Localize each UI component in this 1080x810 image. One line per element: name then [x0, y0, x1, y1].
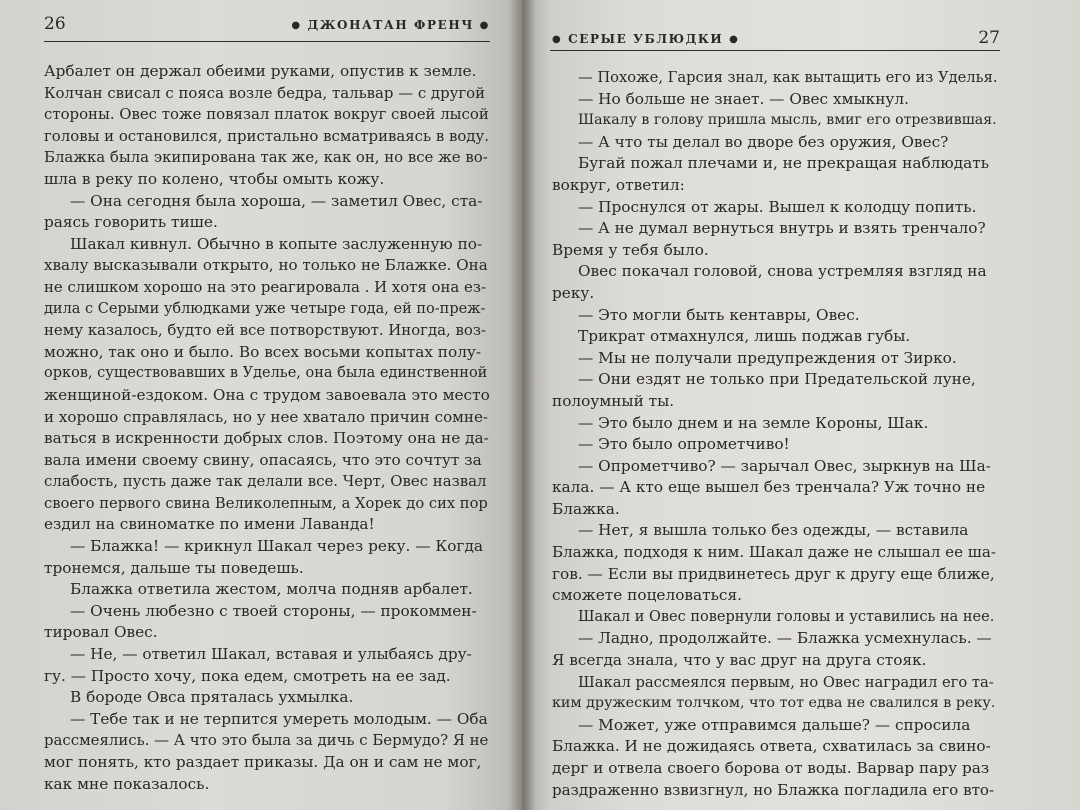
- text-line: — Но больше не знает. — Овес хмыкнул.: [578, 89, 910, 108]
- text-line: ким дружеским толчком, что тот едва не свалился в реку.: [552, 695, 996, 712]
- text-line: Блажка была экипирована так же, как он, но все же во-: [44, 148, 488, 167]
- text-line: — Нет, я вышла только без одежды, — вставила: [578, 521, 969, 540]
- text-line: — Похоже, Гарсия знал, как вытащить его из Уделья.: [578, 69, 998, 86]
- text-line: В бороде Овса пряталась ухмылка.: [70, 688, 354, 707]
- bullet-icon: ●: [729, 34, 740, 45]
- text-line: — А что ты делал во дворе без оружия, Овес?: [578, 132, 949, 151]
- text-line: вокруг, ответил:: [552, 175, 685, 194]
- left-header-rule: [44, 41, 490, 42]
- text-line: — Может, уже отправимся дальше? — спросила: [578, 715, 971, 734]
- text-line: Овес покачал головой, снова устремляя взгляд на: [578, 262, 987, 281]
- text-line: Бугай пожал плечами и, не прекращая наблюдать: [578, 154, 990, 173]
- right-page-number: 27: [978, 28, 1000, 48]
- text-line: — Блажка! — крикнул Шакал через реку. — Когда: [70, 537, 483, 556]
- text-line: не слишком хорошо на это реагировала . И хотя она ез-: [44, 277, 486, 296]
- text-line: своего первого свина Великолепным, а Хорек до сих пор: [44, 494, 488, 512]
- left-page-header: [44, 14, 490, 40]
- text-line: тронемся, дальше ты поведешь.: [44, 558, 304, 577]
- text-line: рассмеялись. — А что это была за дичь с Бермудо? Я не: [44, 731, 489, 750]
- text-line: кала. — А кто еще вышел без тренчала? Уж точно не: [552, 478, 986, 497]
- text-line: Шакал кивнул. Обычно в копыте заслуженную по-: [70, 234, 483, 253]
- text-line: раздраженно взвизгнул, но Блажка погладила его вто-: [552, 780, 995, 799]
- text-line: головы и остановился, пристально всматриваясь в воду.: [44, 126, 489, 145]
- bullet-icon: ●: [291, 20, 302, 31]
- text-line: — Это могли быть кентавры, Овес.: [578, 305, 860, 324]
- text-line: — Мы не получали предупреждения от Зирко.: [578, 348, 957, 367]
- text-line: тировал Овес.: [44, 623, 158, 642]
- text-line: — Опрометчиво? — зарычал Овес, зыркнув на Ша-: [578, 456, 991, 475]
- text-line: — Тебе так и не терпится умереть молодым. — Оба: [70, 709, 488, 728]
- text-line: гов. — Если вы придвинетесь друг к другу еще ближе,: [552, 564, 995, 583]
- text-line: хвалу высказывали открыто, но только не Блажке. Она: [44, 256, 488, 275]
- bullet-icon: ●: [479, 20, 490, 31]
- right-running-head: [552, 32, 739, 46]
- text-line: Шакал рассмеялся первым, но Овес наградил его та-: [578, 673, 994, 691]
- text-line: сможете поцеловаться.: [552, 586, 743, 605]
- text-line: дила с Серыми ублюдками уже четыре года, ей по-преж-: [44, 300, 486, 317]
- text-line: — Она сегодня была хороша, — заметил Овес, ста-: [70, 191, 483, 210]
- text-line: Шакалу в голову пришла мысль, вмиг его отрезвившая.: [578, 112, 997, 129]
- left-body-text: [44, 61, 490, 795]
- text-line: нему казалось, будто ей все потворствуют. Иногда, воз-: [44, 321, 486, 340]
- right-body-text: [552, 67, 998, 801]
- book-gutter: [508, 0, 536, 810]
- text-line: — Это было опрометчиво!: [578, 435, 790, 454]
- text-line: шла в реку по колено, чтобы омыть кожу.: [44, 169, 385, 188]
- text-line: — Это было днем и на земле Короны, Шак.: [578, 413, 929, 432]
- text-line: Я всегда знала, что у вас друг на друга стояк.: [552, 651, 927, 670]
- text-line: стороны. Овес тоже повязал платок вокруг своей лысой: [44, 105, 489, 124]
- left-running-head: [291, 18, 490, 32]
- text-line: — А не думал вернуться внутрь и взять тренчало?: [578, 219, 986, 238]
- text-line: реку.: [552, 283, 595, 302]
- text-line: — Они ездят не только при Предательской луне,: [578, 370, 976, 389]
- text-line: — Очень любезно с твоей стороны, — прокоммен-: [70, 601, 477, 620]
- text-line: гу. — Просто хочу, пока едем, смотреть на ее зад.: [44, 666, 451, 685]
- text-line: полоумный ты.: [552, 391, 675, 410]
- text-line: орков, существовавших в Уделье, она была единственной: [44, 365, 488, 382]
- text-line: ваться в искренности добрых слов. Поэтому она не да-: [44, 429, 489, 448]
- text-line: — Не, — ответил Шакал, вставая и улыбаясь дру-: [70, 645, 472, 664]
- text-line: Блажка. И не дожидаясь ответа, схватилась за свино-: [552, 737, 991, 756]
- right-running-head-text: СЕРЫЕ УБЛЮДКИ: [568, 32, 724, 46]
- text-line: мог понять, кто раздает приказы. Да он и сам не мог,: [44, 753, 482, 771]
- bullet-icon: ●: [552, 34, 563, 45]
- text-line: Время у тебя было.: [552, 240, 709, 259]
- left-page-number: 26: [44, 14, 66, 34]
- text-line: раясь говорить тише.: [44, 213, 218, 232]
- left-page: [0, 0, 522, 810]
- text-line: Шакал и Овес повернули головы и уставились на нее.: [578, 608, 995, 625]
- text-line: как мне показалось.: [44, 774, 210, 793]
- text-line: ездил на свиноматке по имени Лаванда!: [44, 515, 375, 534]
- left-running-head-text: ДЖОНАТАН ФРЕНЧ: [307, 18, 474, 32]
- text-line: Блажка.: [552, 499, 620, 518]
- text-line: дерг и отвела своего борова от воды. Варвар пару раз: [552, 759, 990, 777]
- text-line: можно, так оно и было. Во всех восьми копытах полу-: [44, 342, 482, 361]
- text-line: Блажка ответила жестом, молча подняв арбалет.: [70, 580, 473, 599]
- text-line: вала имени своему свину, опасаясь, что это сочтут за: [44, 450, 482, 469]
- text-line: Колчан свисал с пояса возле бедра, тальвар — с другой: [44, 83, 486, 102]
- text-line: и хорошо справлялась, но у нее хватало причин сомне-: [44, 407, 488, 426]
- text-line: женщиной-ездоком. Она с трудом завоевала это место: [44, 385, 490, 404]
- right-header-rule: [550, 50, 1000, 51]
- text-line: Арбалет он держал обеими руками, опустив к земле.: [44, 62, 477, 80]
- text-line: слабость, пусть даже так делали все. Черт, Овес назвал: [44, 472, 487, 491]
- text-line: — Проснулся от жары. Вышел к колодцу попить.: [578, 197, 977, 216]
- text-line: — Ладно, продолжайте. — Блажка усмехнулась. —: [578, 629, 992, 648]
- text-line: Трикрат отмахнулся, лишь поджав губы.: [578, 327, 911, 346]
- text-line: Блажка, подходя к ним. Шакал даже не слышал ее ша-: [552, 543, 996, 562]
- right-page: [522, 0, 1080, 810]
